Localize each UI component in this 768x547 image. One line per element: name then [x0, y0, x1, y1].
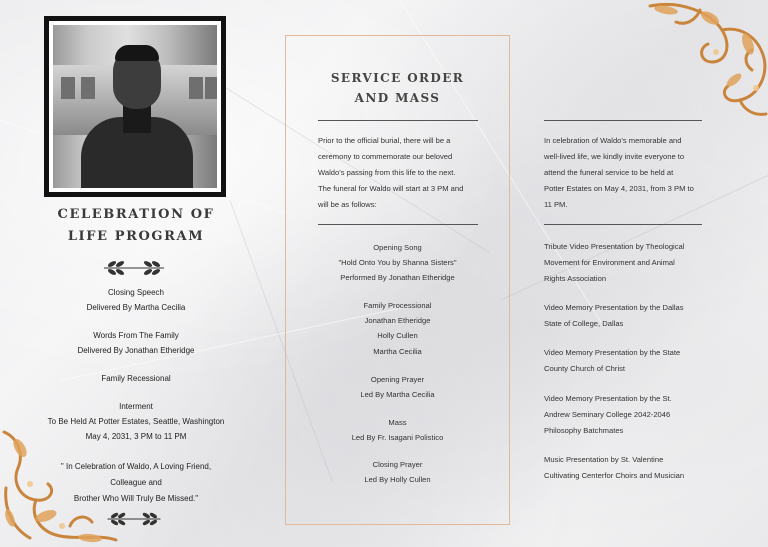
tribute-item: [544, 300, 714, 332]
service-intro: [318, 133, 488, 213]
item-title: Family Recessional: [101, 374, 171, 383]
service-item-detail: Led By Fr. Isagani Polistico: [351, 433, 444, 443]
tribute-item: [544, 452, 714, 484]
intro-line: 11 PM.: [544, 200, 568, 209]
service-item-closing-prayer: [285, 457, 510, 487]
left-program-item: [30, 371, 242, 386]
corner-ornament-top-right-icon: [640, 0, 768, 120]
intro-line: will be as follows:: [318, 200, 377, 209]
item-detail: Delivered By Martha Cecilia: [86, 303, 186, 312]
tribute-line: Tribute Video Presentation by Theological: [544, 242, 685, 251]
tribute-item: [544, 391, 714, 439]
service-item-title: Mass: [388, 418, 407, 427]
service-item-detail: "Hold Onto You by Shanna Sisters": [338, 258, 457, 268]
tribute-line: Cultivating Centerfor Choirs and Musician: [544, 471, 685, 480]
laurel-sprig-icon: [104, 510, 164, 528]
tribute-item: [544, 345, 714, 377]
portrait-photo-frame: [44, 16, 226, 197]
service-item-detail: Holly Cullen: [377, 331, 418, 341]
quote-line: Colleague and: [110, 478, 162, 487]
item-title: Closing Speech: [107, 288, 165, 297]
tribute-line: County Church of Christ: [544, 364, 626, 373]
left-program-item: [30, 285, 242, 315]
program-title: [30, 204, 242, 248]
left-program-item: [30, 328, 242, 358]
tribute-line: Philosophy Batchmates: [544, 426, 624, 435]
divider: [318, 120, 478, 121]
intro-line: attend the funeral service to be held at: [544, 168, 674, 177]
tribute-item: [544, 239, 714, 287]
tribute-line: State of College, Dallas: [544, 319, 624, 328]
service-item-opening-prayer: [285, 372, 510, 402]
service-item-detail: Jonathan Etheridge: [364, 316, 431, 326]
laurel-sprig-icon: [100, 259, 168, 277]
invitation-text: [544, 133, 714, 213]
quote-line: " In Celebration of Waldo, A Loving Friend,: [60, 462, 212, 471]
service-item-title: Opening Song: [373, 243, 422, 252]
service-item-mass: [285, 415, 510, 445]
intro-line: Waldo's passing from this life to the next.: [318, 168, 456, 177]
divider: [318, 224, 478, 225]
service-item-detail: Led By Martha Cecilia: [360, 390, 435, 400]
divider: [544, 224, 702, 225]
tribute-line: Video Memory Presentation by the State: [544, 348, 681, 357]
service-item-detail: Led By Holly Cullen: [364, 475, 431, 485]
item-title: Words From The Family: [93, 331, 179, 340]
service-title-line1: SERVICE ORDER: [330, 71, 465, 85]
service-item-title: Closing Prayer: [372, 460, 423, 469]
service-item-detail: Performed By Jonathan Etheridge: [340, 273, 455, 283]
program-title-line1: CELEBRATION OF: [57, 207, 215, 222]
memorial-quote: [30, 459, 242, 507]
tribute-line: Rights Association: [544, 274, 607, 283]
service-order-title: [285, 68, 510, 108]
tribute-line: Music Presentation by St. Valentine: [544, 455, 664, 464]
service-title-line2: AND MASS: [354, 91, 441, 105]
service-item-title: Family Processional: [363, 301, 432, 310]
intro-line: well-lived life, we kindly invite everyone to: [544, 152, 685, 161]
divider: [544, 120, 702, 121]
item-detail: To Be Held At Potter Estates, Seattle, Washington: [47, 417, 225, 426]
intro-line: ceremony to commemorate our beloved: [318, 152, 453, 161]
service-item-title: Opening Prayer: [370, 375, 425, 384]
program-title-line2: LIFE PROGRAM: [67, 229, 205, 244]
tribute-line: Andrew Seminary College 2042-2046: [544, 410, 671, 419]
service-item-family-processional: [285, 298, 510, 359]
intro-line: In celebration of Waldo's memorable and: [544, 136, 682, 145]
intro-line: Potter Estates on May 4, 2031, from 3 PM to: [544, 184, 694, 193]
left-program-item: [30, 399, 242, 444]
item-title: Interment: [119, 402, 153, 411]
quote-line: Brother Who Will Truly Be Missed.": [73, 494, 199, 503]
service-item-detail: Martha Cecilia: [373, 346, 422, 356]
tribute-line: Movement for Environment and Animal: [544, 258, 675, 267]
tribute-line: Video Memory Presentation by the Dallas: [544, 303, 684, 312]
intro-line: The funeral for Waldo will start at 3 PM and: [318, 184, 464, 193]
intro-line: Prior to the official burial, there will be a: [318, 136, 451, 145]
service-item-opening-song: [285, 240, 510, 286]
portrait-photo: [53, 25, 217, 188]
item-detail: May 4, 2031, 3 PM to 11 PM: [85, 432, 187, 441]
item-detail: Delivered By Jonathan Etheridge: [77, 346, 195, 355]
tribute-line: Video Memory Presentation by the St.: [544, 394, 672, 403]
